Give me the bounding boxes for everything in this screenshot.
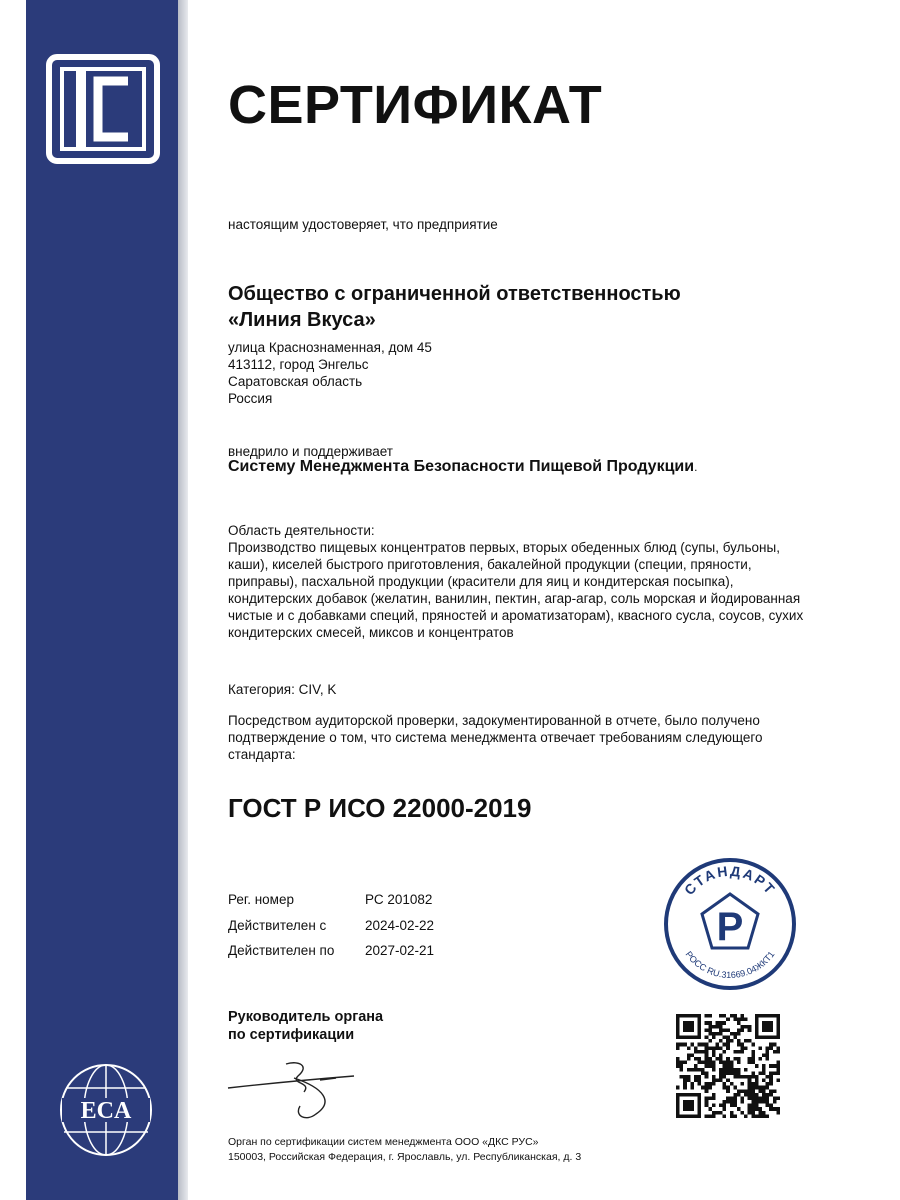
management-system-name <box>228 458 697 476</box>
signer-line: по сертификации <box>228 1027 355 1043</box>
scope-line: кондитерских смесей, миксов и концентратов <box>228 625 514 640</box>
eca-logo-text: ECA <box>80 1098 132 1124</box>
footer-line: 150003, Российская Федерация, г. Ярославль, ул. Республиканская, д. 3 <box>228 1151 582 1163</box>
intro-text: настоящим удостоверяет, что предприятие <box>228 217 498 232</box>
stamp-top-text: СТАНДАРТ <box>680 862 780 899</box>
address-line: улица Краснознаменная, дом 45 <box>228 340 432 355</box>
scope-line: приправы), пасхальной продукции (красители для яиц и кондитерская посыпка), <box>228 574 734 589</box>
valid-from-label: Действителен с <box>228 918 327 933</box>
standard-name: ГОСТ Р ИСО 22000-2019 <box>228 793 532 823</box>
company-name-line: Общество с ограниченной ответственностью <box>228 283 681 305</box>
category-text: Категория: CIV, K <box>228 682 337 697</box>
scope-label: Область деятельности: <box>228 523 375 538</box>
scope-line: кондитерских добавок (желатин, ванилин, пектин, агар-агар, соль морская и йодированная <box>228 591 801 606</box>
scope-line: чистые и с добавками специй, пряностей и ароматизаторам), квасного сусла, соусов, сухих <box>228 608 804 623</box>
sidebar-edge <box>178 0 188 1200</box>
audit-line: стандарта: <box>228 747 296 762</box>
valid-from-value: 2024-02-22 <box>365 918 435 933</box>
company-address <box>228 339 432 407</box>
svg-text:РОСС RU.31669.04ЖКТ1 <box>684 949 777 980</box>
eca-globe-logo <box>58 1062 154 1158</box>
valid-to-value: 2027-02-21 <box>365 943 435 958</box>
scope-text <box>228 539 858 641</box>
system-name-dot: . <box>694 460 698 474</box>
company-name <box>228 281 681 333</box>
valid-to-label: Действителен по <box>228 943 335 958</box>
certification-body-footer <box>228 1135 581 1165</box>
qr-code <box>676 1014 780 1118</box>
audit-line: подтверждение о том, что система менеджмента отвечает требованиям следующего <box>228 730 763 745</box>
stamp-bottom-text: РОСС RU.31669.04ЖКТ1 <box>683 949 777 981</box>
company-name-line: «Линия Вкуса» <box>228 309 376 331</box>
audit-text <box>228 712 848 763</box>
scope-line: каши), киселей быстрого приготовления, бакалейной продукции (специи, пряности, <box>228 557 752 572</box>
signer-line: Руководитель органа <box>228 1009 384 1025</box>
certificate-title: СЕРТИФИКАТ <box>228 75 603 135</box>
stamp-center-letter: Р <box>716 905 744 949</box>
address-line: 413112, город Энгельс <box>228 357 369 372</box>
audit-line: Посредством аудиторской проверки, задокументированной в отчете, было получено <box>228 713 760 728</box>
sidebar-band <box>26 0 178 1200</box>
standard-stamp <box>662 856 798 992</box>
signature <box>224 1058 374 1128</box>
reg-number-value: РС 201082 <box>365 892 433 907</box>
address-line: Россия <box>228 391 273 406</box>
certification-body-logo <box>46 54 160 164</box>
reg-number-label: Рег. номер <box>228 892 294 907</box>
scope-line: Производство пищевых концентратов первых, вторых обеденных блюд (супы, бульоны, <box>228 540 780 555</box>
signer-title <box>228 1008 383 1044</box>
footer-line: Орган по сертификации систем менеджмента ООО «ДКС РУС» <box>228 1136 539 1148</box>
system-name-text: Систему Менеджмента Безопасности Пищевой Продукции <box>228 458 695 475</box>
implemented-text: внедрило и поддерживает <box>228 444 393 459</box>
address-line: Саратовская область <box>228 374 363 389</box>
